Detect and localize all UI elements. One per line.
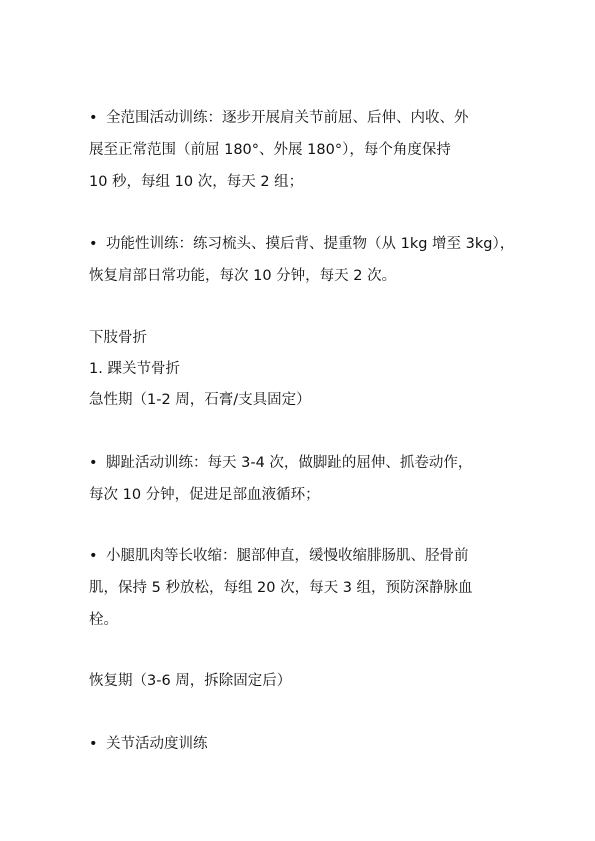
range-training-line-3 — [89, 172, 519, 192]
acute-phase-text: 急性期（1-2 周，石膏/支具固定） — [89, 392, 311, 408]
subsection-title-text: 1. 踝关节骨折 — [89, 361, 180, 377]
bullet-icon: • — [89, 548, 98, 564]
bullet-range-training-line-1 — [89, 108, 519, 128]
subsection-title-ankle — [89, 359, 519, 379]
bullet-icon: • — [89, 736, 98, 752]
recovery-phase-heading — [89, 671, 519, 691]
bullet-functional-training-line-1 — [89, 234, 519, 254]
section-title-text: 下肢骨折 — [89, 330, 147, 346]
calf-training-text-1: 小腿肌肉等长收缩：腿部伸直，缓慢收缩腓肠肌、胫骨前 — [106, 548, 469, 564]
bullet-calf-training-line-1 — [89, 546, 519, 566]
range-training-line-2 — [89, 140, 519, 160]
section-title-lower-limb — [89, 328, 519, 348]
toe-training-text-2: 每次 10 分钟，促进足部血液循环； — [89, 487, 320, 503]
range-training-text-1: 全范围活动训练：逐步开展肩关节前屈、后伸、内收、外 — [106, 110, 469, 126]
toe-training-text-1: 脚趾活动训练：每天 3-4 次，做脚趾的屈伸、抓卷动作， — [106, 455, 473, 471]
calf-training-text-3: 栓。 — [89, 612, 118, 628]
calf-training-text-2: 肌，保持 5 秒放松，每组 20 次，每天 3 组，预防深静脉血 — [89, 580, 473, 596]
toe-training-line-2 — [89, 485, 519, 505]
calf-training-line-2 — [89, 578, 519, 598]
bullet-toe-training-line-1 — [89, 453, 519, 473]
acute-phase-heading — [89, 390, 519, 410]
calf-training-line-3 — [89, 610, 519, 630]
functional-training-line-2 — [89, 266, 519, 286]
recovery-phase-text: 恢复期（3-6 周，拆除固定后） — [89, 673, 292, 689]
bullet-icon: • — [89, 455, 98, 471]
bullet-icon: • — [89, 110, 98, 126]
bullet-icon: • — [89, 236, 98, 252]
range-training-text-2: 展至正常范围（前屈 180°、外展 180°），每个角度保持 — [89, 142, 451, 158]
range-training-text-3: 10 秒，每组 10 次，每天 2 组； — [89, 174, 304, 190]
bullet-rom-training-line — [89, 734, 519, 754]
functional-training-text-1: 功能性训练：练习梳头、摸后背、提重物（从 1kg 增至 3kg）， — [106, 236, 515, 252]
functional-training-text-2: 恢复肩部日常功能，每次 10 分钟，每天 2 次。 — [89, 268, 397, 284]
rom-training-text: 关节活动度训练 — [106, 736, 208, 752]
